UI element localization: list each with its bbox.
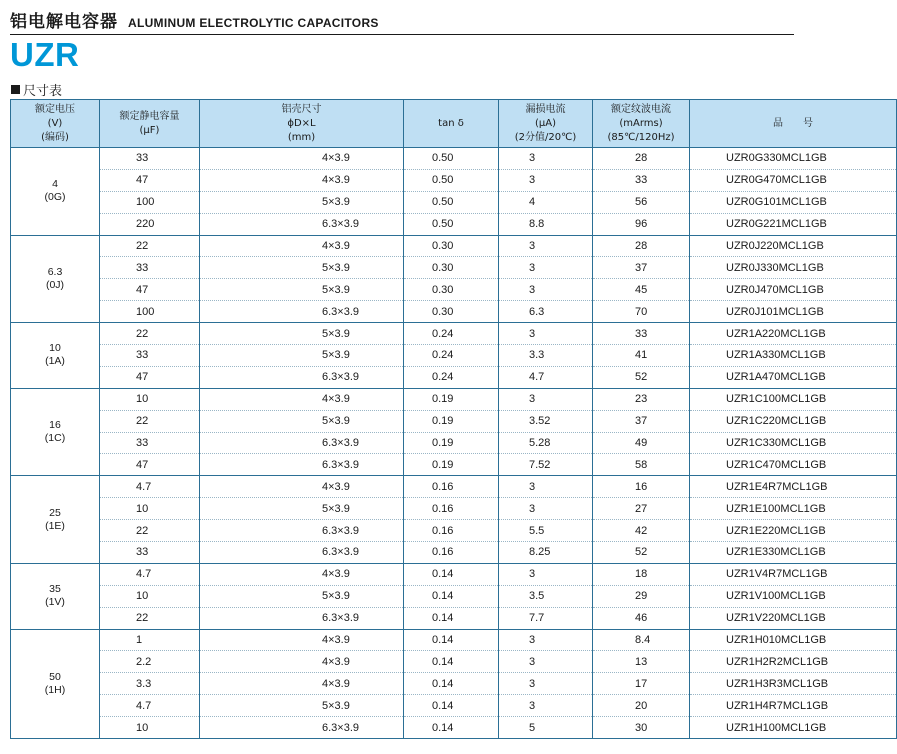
table-row [11,498,897,520]
ripple-cell: 41 [593,345,690,367]
case-size-cell: 4×3.9 [200,169,404,191]
voltage-group-cell [11,629,100,738]
ripple-cell: 28 [593,148,690,170]
case-size-cell: 6.3×3.9 [200,432,404,454]
part-number-cell: UZR1H4R7MCL1GB [690,695,897,717]
capacitance-cell: 33 [100,432,200,454]
voltage-value: 4 [52,178,58,191]
table-row [11,717,897,739]
leakage-cell: 3.3 [499,345,593,367]
ripple-cell: 37 [593,257,690,279]
header-line: (2分值/20℃) [514,131,577,143]
leakage-cell: 7.52 [499,454,593,476]
voltage-code: (1E) [45,519,65,532]
ripple-cell: 28 [593,235,690,257]
table-body [11,148,897,739]
leakage-cell: 6.3 [499,301,593,323]
ripple-cell: 56 [593,191,690,213]
header-line: 漏损电流 [525,103,566,115]
square-bullet-icon [11,85,20,94]
page-header [10,10,379,32]
capacitance-cell: 10 [100,498,200,520]
tan-delta-cell: 0.19 [404,454,499,476]
voltage-group-cell [11,476,100,564]
leakage-cell: 3 [499,148,593,170]
table-row [11,454,897,476]
leakage-cell: 3 [499,629,593,651]
table-row [11,301,897,323]
header-line: 额定电压 [35,103,75,115]
capacitance-cell: 33 [100,148,200,170]
part-number-cell: UZR0G101MCL1GB [690,191,897,213]
header-line: (mm) [287,131,316,143]
header-line: (V) [47,117,63,129]
category-title-en: ALUMINUM ELECTROLYTIC CAPACITORS [128,16,379,30]
voltage-code: (0G) [44,191,66,204]
case-size-cell: 4×3.9 [200,235,404,257]
case-size-cell: 4×3.9 [200,563,404,585]
part-number-cell: UZR1C470MCL1GB [690,454,897,476]
ripple-cell: 16 [593,476,690,498]
case-size-cell: 5×3.9 [200,585,404,607]
header-line: tan δ [438,117,464,129]
tan-delta-cell: 0.30 [404,301,499,323]
case-size-cell: 6.3×3.9 [200,366,404,388]
header-ripple-current [593,100,690,148]
part-number-cell: UZR1A220MCL1GB [690,323,897,345]
part-number-cell: UZR1V220MCL1GB [690,607,897,629]
header-line: (μA) [534,117,556,129]
part-number-cell: UZR1C330MCL1GB [690,432,897,454]
voltage-group-cell [11,388,100,476]
ripple-cell: 49 [593,432,690,454]
header-line: (mArms) [619,117,663,129]
table-row [11,148,897,170]
part-number-cell: UZR1H010MCL1GB [690,629,897,651]
tan-delta-cell: 0.19 [404,432,499,454]
capacitance-cell: 22 [100,607,200,629]
dimensions-table [10,99,897,739]
voltage-code: (1H) [44,683,66,696]
leakage-cell: 8.8 [499,213,593,235]
tan-delta-cell: 0.14 [404,563,499,585]
capacitance-cell: 47 [100,454,200,476]
capacitance-cell: 10 [100,717,200,739]
leakage-cell: 3 [499,169,593,191]
leakage-cell: 4 [499,191,593,213]
case-size-cell: 6.3×3.9 [200,454,404,476]
leakage-cell: 4.7 [499,366,593,388]
part-number-cell: UZR0J330MCL1GB [690,257,897,279]
header-leakage-current [499,100,593,148]
capacitance-cell: 4.7 [100,563,200,585]
tan-delta-cell: 0.14 [404,585,499,607]
leakage-cell: 3 [499,695,593,717]
part-number-cell: UZR0J101MCL1GB [690,301,897,323]
ripple-cell: 27 [593,498,690,520]
case-size-cell: 5×3.9 [200,279,404,301]
ripple-cell: 96 [593,213,690,235]
tan-delta-cell: 0.16 [404,520,499,542]
part-number-cell: UZR1H2R2MCL1GB [690,651,897,673]
ripple-cell: 46 [593,607,690,629]
leakage-cell: 3 [499,279,593,301]
leakage-cell: 3.52 [499,410,593,432]
capacitance-cell: 33 [100,257,200,279]
capacitance-cell: 22 [100,410,200,432]
table-row [11,213,897,235]
part-number-cell: UZR1E220MCL1GB [690,520,897,542]
case-size-cell: 4×3.9 [200,673,404,695]
leakage-cell: 7.7 [499,607,593,629]
ripple-cell: 18 [593,563,690,585]
ripple-cell: 37 [593,410,690,432]
table-row [11,279,897,301]
leakage-cell: 5.28 [499,432,593,454]
capacitance-cell: 33 [100,542,200,564]
voltage-code: (1A) [45,355,65,368]
capacitance-cell: 47 [100,366,200,388]
tan-delta-cell: 0.30 [404,279,499,301]
leakage-cell: 8.25 [499,542,593,564]
header-line: ϕD×L [287,117,316,129]
header-line: 额定纹波电流 [611,103,671,115]
part-number-cell: UZR0G330MCL1GB [690,148,897,170]
tan-delta-cell: 0.19 [404,410,499,432]
header-line: 品 号 [773,117,813,129]
part-number-cell: UZR1H3R3MCL1GB [690,673,897,695]
table-row [11,476,897,498]
case-size-cell: 6.3×3.9 [200,717,404,739]
leakage-cell: 3 [499,498,593,520]
table-row [11,520,897,542]
table-row [11,563,897,585]
tan-delta-cell: 0.14 [404,607,499,629]
leakage-cell: 3 [499,651,593,673]
voltage-value: 50 [49,670,61,683]
tan-delta-cell: 0.14 [404,673,499,695]
capacitance-cell: 2.2 [100,651,200,673]
ripple-cell: 33 [593,169,690,191]
tan-delta-cell: 0.30 [404,235,499,257]
series-name: UZR [10,36,80,73]
part-number-cell: UZR0J470MCL1GB [690,279,897,301]
table-row [11,607,897,629]
case-size-cell: 4×3.9 [200,629,404,651]
table-row [11,432,897,454]
voltage-value: 16 [49,419,61,432]
ripple-cell: 8.4 [593,629,690,651]
tan-delta-cell: 0.50 [404,169,499,191]
part-number-cell: UZR1E100MCL1GB [690,498,897,520]
part-number-cell: UZR1E4R7MCL1GB [690,476,897,498]
tan-delta-cell: 0.50 [404,148,499,170]
case-size-cell: 6.3×3.9 [200,520,404,542]
tan-delta-cell: 0.50 [404,191,499,213]
header-capacitance [100,100,200,148]
section-heading [11,80,62,99]
table-header-row [11,100,897,148]
voltage-code: (1C) [44,432,66,445]
case-size-cell: 5×3.9 [200,323,404,345]
tan-delta-cell: 0.30 [404,257,499,279]
voltage-code: (0J) [45,278,65,291]
header-line: 额定静电容量 [119,110,180,122]
tan-delta-cell: 0.50 [404,213,499,235]
table-row [11,323,897,345]
header-divider [10,34,794,35]
voltage-code: (1V) [45,596,65,609]
capacitance-cell: 47 [100,279,200,301]
case-size-cell: 6.3×3.9 [200,301,404,323]
table-row [11,695,897,717]
ripple-cell: 70 [593,301,690,323]
ripple-cell: 23 [593,388,690,410]
header-tan-delta [404,100,499,148]
ripple-cell: 13 [593,651,690,673]
table-row [11,651,897,673]
category-title-cn: 铝电解电容器 [10,12,118,32]
ripple-cell: 30 [593,717,690,739]
ripple-cell: 29 [593,585,690,607]
header-line: (μF) [139,124,160,136]
part-number-cell: UZR1V100MCL1GB [690,585,897,607]
part-number-cell: UZR0G221MCL1GB [690,213,897,235]
leakage-cell: 3 [499,476,593,498]
tan-delta-cell: 0.16 [404,498,499,520]
part-number-cell: UZR1A330MCL1GB [690,345,897,367]
leakage-cell: 3 [499,673,593,695]
capacitance-cell: 4.7 [100,476,200,498]
voltage-group-cell [11,148,100,236]
voltage-value: 35 [49,583,61,596]
capacitance-cell: 4.7 [100,695,200,717]
capacitance-cell: 10 [100,585,200,607]
leakage-cell: 3 [499,257,593,279]
table-row [11,366,897,388]
part-number-cell: UZR1A470MCL1GB [690,366,897,388]
table-row [11,673,897,695]
part-number-cell: UZR1E330MCL1GB [690,542,897,564]
leakage-cell: 3 [499,235,593,257]
tan-delta-cell: 0.14 [404,629,499,651]
case-size-cell: 5×3.9 [200,695,404,717]
voltage-group-cell [11,235,100,323]
part-number-cell: UZR1C100MCL1GB [690,388,897,410]
capacitance-cell: 22 [100,235,200,257]
tan-delta-cell: 0.16 [404,476,499,498]
leakage-cell: 3.5 [499,585,593,607]
table-row [11,629,897,651]
ripple-cell: 52 [593,542,690,564]
table-row [11,169,897,191]
capacitance-cell: 33 [100,345,200,367]
case-size-cell: 6.3×3.9 [200,542,404,564]
case-size-cell: 6.3×3.9 [200,607,404,629]
header-case-size [200,100,404,148]
ripple-cell: 17 [593,673,690,695]
capacitance-cell: 3.3 [100,673,200,695]
table-row [11,257,897,279]
table-row [11,542,897,564]
case-size-cell: 5×3.9 [200,257,404,279]
capacitance-cell: 47 [100,169,200,191]
part-number-cell: UZR1V4R7MCL1GB [690,563,897,585]
table-row [11,585,897,607]
part-number-cell: UZR1H100MCL1GB [690,717,897,739]
case-size-cell: 6.3×3.9 [200,213,404,235]
table-row [11,345,897,367]
part-number-cell: UZR0J220MCL1GB [690,235,897,257]
capacitance-cell: 22 [100,520,200,542]
table-row [11,191,897,213]
ripple-cell: 52 [593,366,690,388]
tan-delta-cell: 0.16 [404,542,499,564]
tan-delta-cell: 0.24 [404,366,499,388]
leakage-cell: 3 [499,388,593,410]
leakage-cell: 5.5 [499,520,593,542]
header-part-number [690,100,897,148]
capacitance-cell: 220 [100,213,200,235]
case-size-cell: 5×3.9 [200,345,404,367]
header-line: (85℃/120Hz) [607,131,675,143]
voltage-value: 10 [49,342,61,355]
leakage-cell: 3 [499,323,593,345]
tan-delta-cell: 0.14 [404,695,499,717]
ripple-cell: 42 [593,520,690,542]
header-rated-voltage [11,100,100,148]
voltage-value: 6.3 [47,265,63,278]
part-number-cell: UZR1C220MCL1GB [690,410,897,432]
header-line: 铝壳尺寸 [281,103,322,115]
capacitance-cell: 1 [100,629,200,651]
case-size-cell: 4×3.9 [200,651,404,673]
ripple-cell: 20 [593,695,690,717]
case-size-cell: 4×3.9 [200,148,404,170]
part-number-cell: UZR0G470MCL1GB [690,169,897,191]
ripple-cell: 45 [593,279,690,301]
tan-delta-cell: 0.14 [404,717,499,739]
case-size-cell: 5×3.9 [200,498,404,520]
table-row [11,388,897,410]
header-line: (编码) [41,131,69,143]
tan-delta-cell: 0.14 [404,651,499,673]
capacitance-cell: 100 [100,191,200,213]
case-size-cell: 5×3.9 [200,191,404,213]
voltage-value: 25 [49,506,61,519]
ripple-cell: 33 [593,323,690,345]
voltage-group-cell [11,563,100,629]
table-row [11,235,897,257]
capacitance-cell: 10 [100,388,200,410]
case-size-cell: 5×3.9 [200,410,404,432]
case-size-cell: 4×3.9 [200,388,404,410]
capacitance-cell: 22 [100,323,200,345]
ripple-cell: 58 [593,454,690,476]
voltage-group-cell [11,323,100,389]
section-title: 尺寸表 [23,84,63,99]
capacitance-cell: 100 [100,301,200,323]
tan-delta-cell: 0.19 [404,388,499,410]
table-row [11,410,897,432]
leakage-cell: 3 [499,563,593,585]
case-size-cell: 4×3.9 [200,476,404,498]
leakage-cell: 5 [499,717,593,739]
tan-delta-cell: 0.24 [404,323,499,345]
tan-delta-cell: 0.24 [404,345,499,367]
